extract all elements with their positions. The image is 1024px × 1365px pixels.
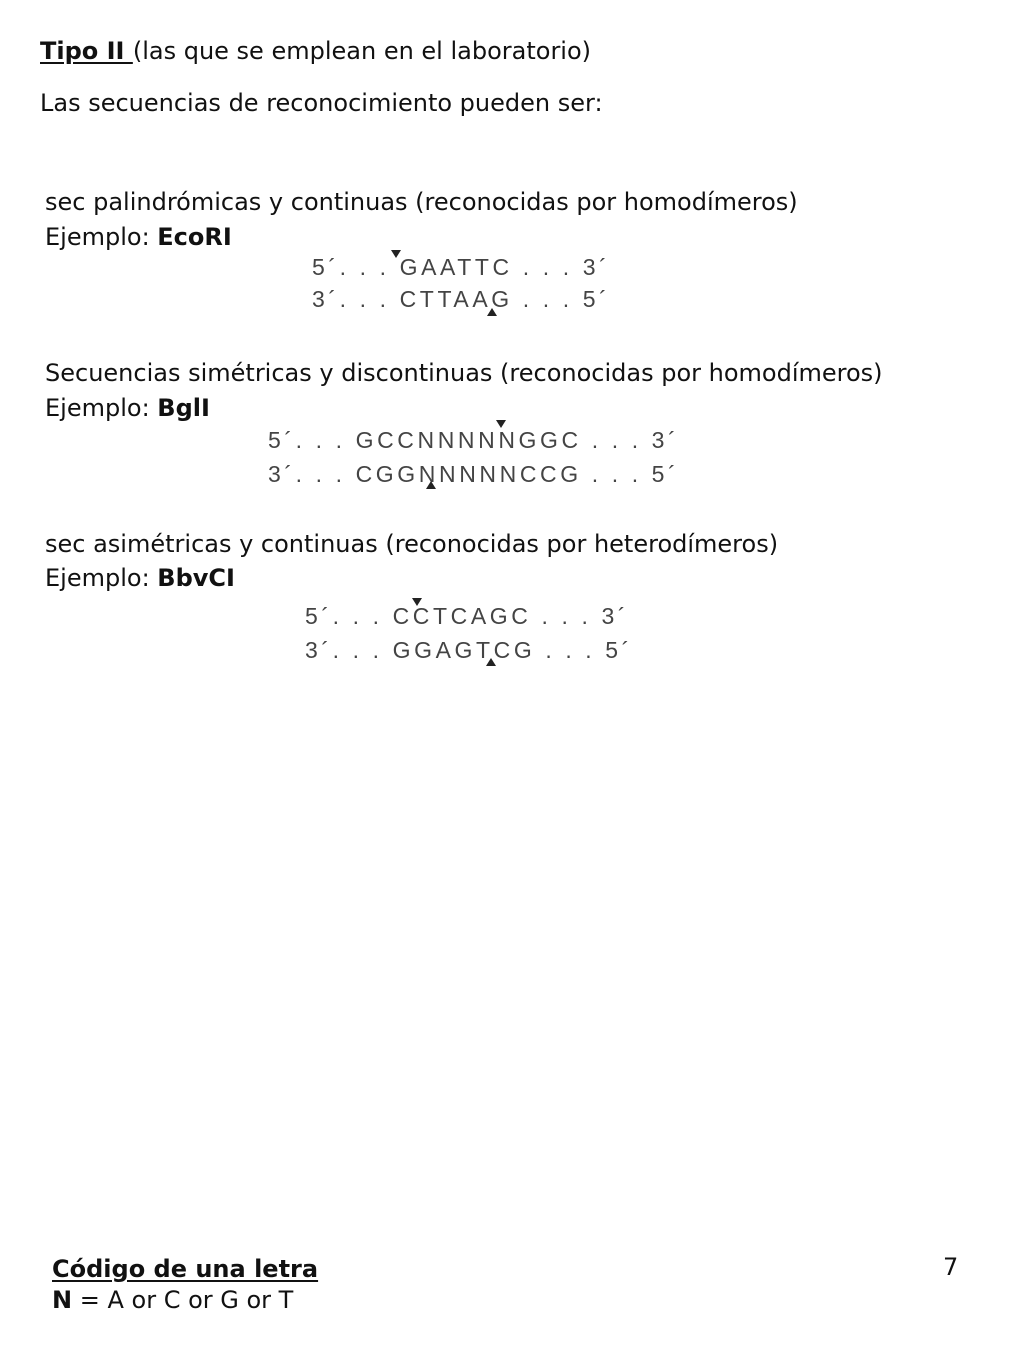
ecori-top-strand: 5´. . . GAATTC . . . 3´ (312, 254, 611, 280)
cut-site-top-marker (496, 420, 506, 428)
bbvci-bottom-strand: 3´. . . GGAGTCG . . . 5´ (305, 637, 633, 663)
bgli-bottom-strand: 3´. . . CGGNNNNNCCG . . . 5´ (268, 461, 680, 487)
cut-site-top-marker (412, 598, 422, 606)
section-1-example (45, 222, 232, 252)
heading-title: Tipo II (40, 37, 133, 65)
section-3-description: sec asimétricas y continuas (reconocidas por heterodímeros) (45, 530, 779, 558)
enzyme-name-bbvci: BbvCI (157, 564, 235, 592)
page-heading (40, 36, 591, 66)
cut-site-bottom-marker (426, 481, 436, 489)
bbvci-top-strand: 5´. . . CCTCAGC . . . 3´ (305, 603, 630, 629)
heading-subtitle: (las que se emplean en el laboratorio) (132, 37, 592, 65)
ecori-bottom-strand: 3´. . . CTTAAG . . . 5´ (312, 286, 611, 312)
example-label: Ejemplo: (45, 394, 158, 422)
enzyme-name-ecori: EcoRI (157, 223, 232, 251)
n-definition: = A or C or G or T (72, 1286, 294, 1314)
section-2-example (45, 393, 210, 423)
example-label: Ejemplo: (45, 564, 158, 592)
cut-site-bottom-marker (486, 658, 496, 666)
n-symbol: N (52, 1286, 73, 1314)
cut-site-top-marker (391, 250, 401, 258)
code-legend-definition (52, 1285, 293, 1315)
page-number: 7 (943, 1253, 959, 1281)
section-2-description: Secuencias simétricas y discontinuas (reconocidas por homodímeros) (45, 359, 883, 387)
example-label: Ejemplo: (45, 223, 158, 251)
enzyme-name-bgli: BglI (157, 394, 210, 422)
code-legend-title: Código de una letra (52, 1255, 319, 1283)
section-3-example (45, 563, 235, 593)
intro-text: Las secuencias de reconocimiento pueden ser: (40, 89, 603, 117)
cut-site-bottom-marker (487, 308, 497, 316)
section-1-description: sec palindrómicas y continuas (reconocidas por homodímeros) (45, 188, 798, 216)
bgli-top-strand: 5´. . . GCCNNNNNGGC . . . 3´ (268, 427, 680, 453)
